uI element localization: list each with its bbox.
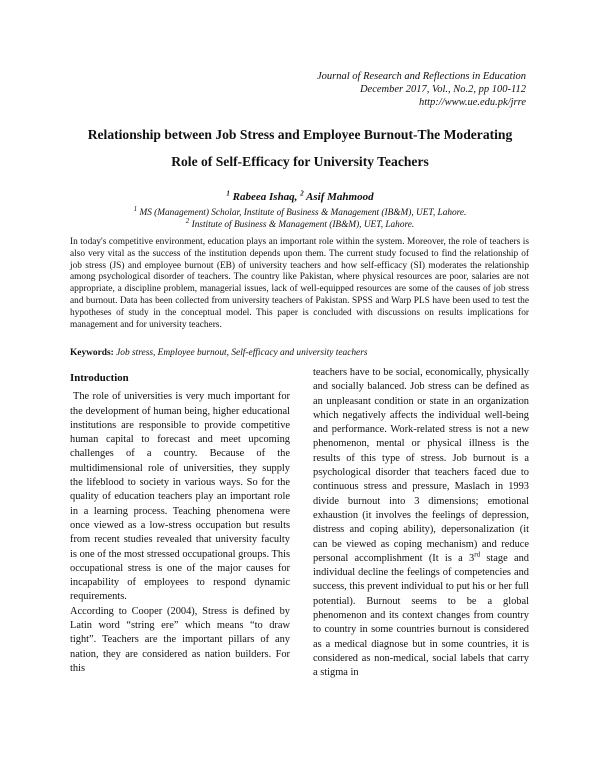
affiliation-2	[60, 216, 540, 232]
right-paragraph-part-1: teachers have to be social, economically, physically and socially balanced. Job stress can be defined as an unpleasant condition or state in an organization which negatively affects the individual well-being and performance. Work-related stress is not a new phenomenon, mental or physical illness is the results of this type of stress. Job burnout is a psychological disorder that teachers faced due to continuous stress and pressure, Maslach in 1993 divide burnout into 3 dimensions; emotional exhaustion (it involves the feelings of depression, distress and coping ability), depersonalization (it can be viewed as coping mechanism) and reduce personal accomplishment (It is a 3	[313, 367, 529, 564]
right-column	[313, 366, 529, 681]
journal-name: Journal of Research and Reflections in Education	[317, 71, 526, 82]
left-column	[70, 371, 290, 676]
title-line-2: Role of Self-Efficacy for University Teachers	[171, 154, 429, 169]
ordinal-suffix: rd	[474, 550, 481, 559]
affiliation-1-marker: 1	[133, 204, 138, 213]
author-1-name: Rabeea Ishaq,	[232, 191, 298, 203]
keywords-label: Keywords:	[70, 348, 114, 358]
right-paragraph	[313, 366, 529, 681]
affiliation-2-text: Institute of Business & Management (IB&M), UET, Lahore.	[191, 219, 415, 230]
right-paragraph-part-2: stage and individual decline the feelings of competencies and success, this prevent individual to put his or her full potential). Burnout seems to be a global phenomenon and its context changes from country to country in some countries burnout is considered as a medical diagnose but in some countries, it is considered as non-medical, social labels that carry a stigma in	[313, 552, 529, 679]
intro-paragraph-1: The role of universities is very much important for the development of human being, higher educational institutions are responsible to provide competitive human capital to forecast and meet upcoming challenges of a country. Because of the multidimensional role of universities, they supply the lifeblood to society in various ways. So for the quality of education teachers play an important role in a learning process. Teaching phenomena were once viewed as a low-stress occupation but results from recent studies revealed that university faculty is one of the most stressed occupational groups. This occupational stress is one of the major causes for incapability of employees to respond dynamic requirements.	[70, 391, 290, 603]
affiliation-1-text: MS (Management) Scholar, Institute of Business & Management (IB&M), UET, Lahore.	[139, 208, 467, 218]
journal-url[interactable]: http://www.ue.edu.pk/jrre	[418, 97, 526, 108]
keywords	[70, 348, 529, 358]
abstract: In today's competitive environment, education plays an important role within the system. Moreover, the role of teachers is also very vital as the success of the institution depends upon them. The current study focused to find the relationship of job stress (JS) and employee burnout (EB) of university teachers and how self-efficacy (SI) moderates the relationship among psychological disorder of teachers. The country like Pakistan, where physical resources are poor, salaries are not appropriate, a discipline problem, managerial issues, lack of well-equipped resources are some of the causes of job stress and burnout. Data has been collected from university teachers of Pakistan. SPSS and Warp PLS have been used to test the hypotheses of study in the conceptual model. This paper is concluded with discussions on results implications for management and for university teachers.	[70, 237, 529, 330]
section-heading-introduction: Introduction	[70, 372, 129, 384]
author-2-name: Asif Mahmood	[306, 191, 374, 203]
author-1-marker: 1	[226, 189, 230, 198]
affiliation-2-marker: 2	[185, 216, 190, 225]
affiliations	[60, 204, 540, 231]
paper-title	[60, 121, 540, 175]
affiliation-1	[60, 204, 540, 220]
journal-issue: December 2017, Vol., No.2, pp 100-112	[359, 84, 526, 95]
intro-paragraph-2: According to Cooper (2004), Stress is defined by Latin word “string ere” which means “to draw tight”. Teachers are the important pillars of any nation, they are considered as nation builders. For this	[70, 605, 290, 674]
journal-header	[317, 70, 526, 109]
authors	[60, 191, 540, 203]
keywords-text: Job stress, Employee burnout, Self-efficacy and university teachers	[116, 348, 368, 358]
author-2-marker: 2	[300, 189, 304, 198]
title-line-1: Relationship between Job Stress and Employee Burnout-The Moderating	[87, 127, 513, 142]
